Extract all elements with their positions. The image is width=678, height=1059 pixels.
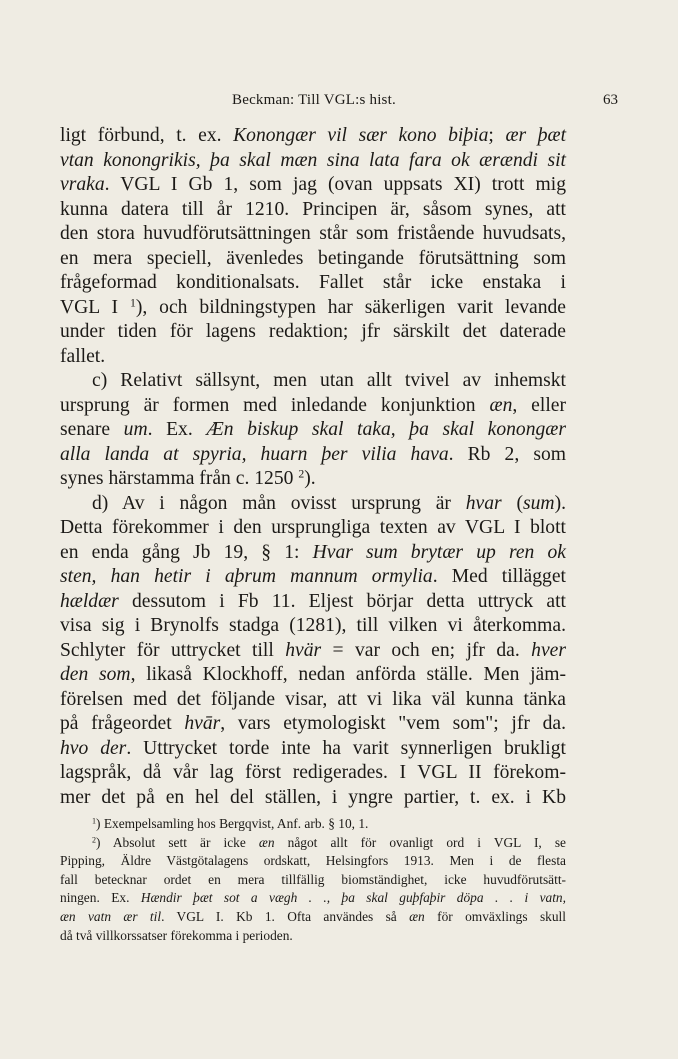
body-line — [60, 737, 566, 762]
body-line — [60, 688, 566, 713]
footnote-line — [60, 889, 566, 908]
text-run: ), och bildningstypen har säkerligen varit levande — [135, 296, 566, 318]
text-run: . Ex. — [147, 419, 207, 440]
text-run: ). — [554, 492, 566, 514]
body-text — [60, 124, 566, 810]
text-run: visa sig i Brynolfs stadga (1281), till vilken vi återkomma. — [60, 615, 566, 636]
body-line — [60, 296, 566, 321]
body-line — [60, 394, 566, 419]
text-run: d) Av i någon mån ovisst ursprung är — [92, 492, 466, 514]
text-run: . VGL I. Kb 1. Ofta användes så — [161, 908, 410, 924]
body-line — [60, 492, 566, 517]
text-run: ) Absolut sett är icke — [96, 834, 259, 850]
italic-text: sum — [522, 492, 555, 514]
text-run: förelsen med det följande visar, att vi lika väl kunna tänka — [60, 688, 566, 710]
body-line — [60, 198, 566, 223]
text-run: en mera speciell, ävenledes betingande förutsättning som — [60, 247, 566, 269]
text-run: ). — [304, 468, 316, 489]
text-run: under tiden för lagens redaktion; jfr särskilt det daterade — [60, 321, 566, 342]
italic-text: ær þæt — [505, 125, 567, 146]
text-run: ) Exempelsamling hos Bergqvist, Anf. arb. § 10, 1. — [96, 816, 369, 831]
body-line — [60, 541, 566, 566]
text-run: dessutom i Fb 11. Eljest börjar detta uttryck att — [118, 590, 566, 612]
text-run: c) Relativt sällsynt, men utan allt tvivel av inhemskt — [92, 370, 566, 391]
text-run: ligt förbund, t. ex. — [60, 125, 234, 146]
footnote-line — [60, 815, 566, 834]
text-run: . VGL I Gb 1, som jag (ovan uppsats XI) trott mig — [104, 174, 566, 195]
italic-text: vtan konongrikis, þa skal mæn sina lata fara ok ærændi sit — [60, 149, 566, 171]
italic-text: vraka — [60, 174, 105, 195]
italic-text: hvār — [184, 713, 221, 734]
italic-text: hvär — [285, 639, 322, 661]
italic-text: Hvar sum brytær up ren ok — [312, 541, 566, 563]
body-line — [60, 149, 566, 174]
italic-text: æn — [409, 908, 425, 924]
italic-text: um — [123, 419, 148, 440]
body-line — [60, 124, 566, 149]
body-line — [60, 418, 566, 443]
italic-text: æn — [489, 394, 513, 416]
body-line — [60, 345, 566, 370]
text-run: ( — [501, 492, 523, 514]
text-run: . Med tillägget — [432, 566, 566, 587]
footnote-line — [60, 927, 566, 946]
italic-text: hver — [531, 639, 566, 661]
text-run: den stora huvudförutsättningen står som fristående huvudsats, — [60, 223, 566, 244]
footnote-line — [60, 871, 566, 890]
body-line — [60, 663, 566, 688]
italic-text: hældær — [60, 590, 119, 612]
body-line — [60, 247, 566, 272]
text-run: ; — [488, 125, 506, 146]
footnote-line — [60, 908, 566, 927]
italic-text: æn — [258, 834, 275, 850]
body-line — [60, 614, 566, 639]
italic-text: alla landa at spyria, huarn þer vilia hava — [60, 443, 449, 465]
body-line — [60, 369, 566, 394]
text-run: . Uttrycket torde inte ha varit synnerligen brukligt — [126, 737, 566, 759]
footnote-marker: 2 — [92, 835, 97, 845]
text-run: för omväxlings skull — [424, 908, 566, 924]
footnote-marker: 1 — [92, 816, 97, 826]
text-run: på frågeordet — [60, 713, 185, 734]
text-run: ningen. Ex. — [60, 890, 141, 906]
italic-text: hvar — [465, 492, 502, 514]
footnotes — [60, 815, 566, 945]
italic-text: hvo der — [60, 737, 127, 759]
body-line — [60, 786, 566, 811]
text-run: . Rb 2, som — [448, 443, 566, 465]
text-run: Pipping, Äldre Västgötalagens ordskatt, Helsingfors 1913. Men i de flesta — [60, 853, 566, 869]
italic-text: Æn biskup skal taka, þa skal konongær — [206, 419, 567, 440]
body-line — [60, 271, 566, 296]
italic-text: Konongær vil sær kono biþia — [233, 125, 489, 146]
body-line — [60, 761, 566, 786]
text-run: mer det på en hel del ställen, i yngre partier, t. ex. i Kb — [60, 786, 566, 808]
text-run: fallet. — [60, 345, 106, 367]
body-line — [60, 320, 566, 345]
body-line — [60, 173, 566, 198]
italic-text: den som — [60, 664, 131, 685]
text-run: synes härstamma från c. 1250 — [60, 468, 299, 489]
body-line — [60, 222, 566, 247]
footnote-marker: 2 — [298, 467, 305, 481]
text-run: VGL I — [60, 296, 130, 318]
italic-text: æn vatn ær til — [60, 908, 162, 924]
footnote-line — [60, 852, 566, 871]
body-line — [60, 565, 566, 590]
text-run: då två villkorssatser förekomma i perioden. — [60, 927, 293, 943]
text-run: , vars etymologiskt "vem som"; jfr da. — [220, 713, 566, 734]
text-run: , likaså Klockhoff, nedan anförda ställe. Men jäm- — [130, 664, 566, 685]
footnote-marker: 1 — [129, 296, 136, 310]
page-number: 63 — [603, 92, 618, 108]
text-run: kunna datera till år 1210. Principen är, såsom synes, att — [60, 198, 566, 220]
footnote-line — [60, 834, 566, 853]
text-run: frågeformad konditionalsats. Fallet står icke enstaka i — [60, 272, 566, 293]
text-run: fall betecknar ordet en mera tillfällig biomständighet, icke huvudförutsätt- — [60, 871, 566, 887]
text-run: en enda gång Jb 19, § 1: — [60, 541, 313, 563]
italic-text: sten, han hetir i aþrum mannum ormylia — [60, 566, 433, 587]
body-line — [60, 516, 566, 541]
text-run: Schlyter för uttrycket till — [60, 639, 286, 661]
running-title: Beckman: Till VGL:s hist. — [232, 92, 396, 108]
body-line — [60, 467, 566, 492]
body-line — [60, 639, 566, 664]
body-line — [60, 590, 566, 615]
text-run: , eller — [512, 394, 566, 416]
text-run: ursprung är formen med inledande konjunktion — [60, 394, 490, 416]
body-line — [60, 712, 566, 737]
text-run: något allt för ovanligt ord i VGL I, se — [274, 834, 566, 850]
body-line — [60, 443, 566, 468]
italic-text: Hændir þæt sot a vægh . ., þa skal guþfaþir döpa . . i vatn, — [140, 890, 566, 906]
text-run: Detta förekommer i den ursprungliga texten av VGL I blott — [60, 517, 566, 538]
text-run: senare — [60, 419, 124, 440]
text-run: = var och en; jfr da. — [321, 639, 532, 661]
text-run: lagspråk, då vår lag först redigerades. I VGL II förekom- — [60, 762, 566, 783]
